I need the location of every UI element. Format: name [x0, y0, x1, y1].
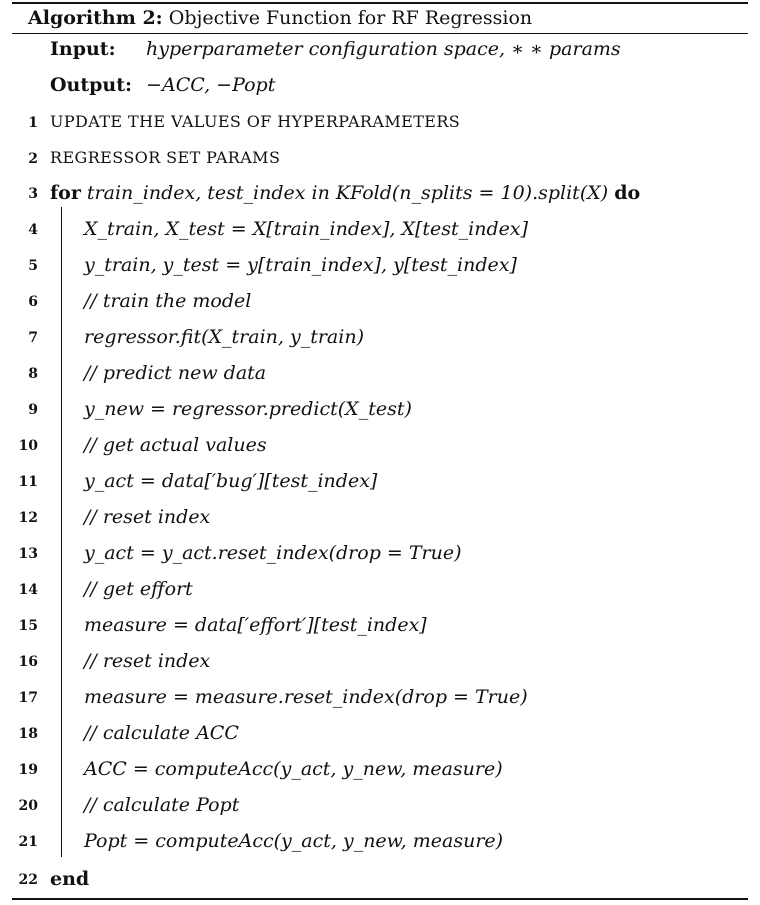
line-number: 8: [28, 366, 38, 382]
line-comment: // train the model: [84, 290, 252, 312]
algorithm-line-2: [0, 143, 760, 173]
algorithm-line-7: [0, 322, 760, 352]
line-number: 14: [18, 582, 38, 598]
loop-expression: train_index, test_index in KFold(n_splits = 10).split(X): [86, 182, 609, 204]
line-text: y_new = regressor.predict(X_test): [84, 398, 412, 420]
line-number: 10: [18, 438, 38, 454]
algorithm-line-9: [0, 394, 760, 424]
line-text: y_act = y_act.reset_index(drop = True): [84, 542, 462, 564]
line-text: y_act = data[′bug′][test_index]: [84, 470, 378, 492]
line-number: 12: [18, 510, 38, 526]
algorithm-line-13: [0, 538, 760, 568]
algorithm-line-11: [0, 466, 760, 496]
line-number: 15: [18, 618, 38, 634]
line-number: 11: [18, 474, 38, 490]
algorithm-line-8: [0, 358, 760, 388]
line-comment: // calculate ACC: [84, 722, 239, 744]
line-text: measure = measure.reset_index(drop = True): [84, 686, 528, 708]
line-number: 22: [18, 872, 38, 888]
output-text: −ACC, −Popt: [146, 74, 276, 96]
for-keyword: for: [50, 182, 81, 204]
algorithm-line-16: [0, 646, 760, 676]
line-text: X_train, X_test = X[train_index], X[test_index]: [84, 218, 529, 240]
line-text: [50, 864, 89, 894]
algorithm-line-6: [0, 286, 760, 316]
line-text: REGRESSOR SET PARAMS: [50, 148, 281, 167]
algorithm-line-4: [0, 214, 760, 244]
line-comment: // get actual values: [84, 434, 267, 456]
algorithm-line-15: [0, 610, 760, 640]
line-number: 13: [18, 546, 38, 562]
line-comment: // reset index: [84, 650, 211, 672]
line-number: 1: [28, 115, 38, 131]
algorithm-line-1: [0, 107, 760, 137]
algorithm-line-19: [0, 754, 760, 784]
line-number: 19: [18, 762, 38, 778]
algorithm-line-20: [0, 790, 760, 820]
line-text: UPDATE THE VALUES OF HYPERPARAMETERS: [50, 112, 461, 131]
bottom-rule: [12, 898, 748, 900]
line-text: ACC = computeAcc(y_act, y_new, measure): [84, 758, 503, 780]
algorithm-line-21: [0, 826, 760, 856]
algorithm-title: Objective Function for RF Regression: [168, 7, 533, 29]
algorithm-line-14: [0, 574, 760, 604]
line-text: measure = data[′effort′][test_index]: [84, 614, 427, 636]
line-number: 7: [28, 330, 38, 346]
line-number: 3: [28, 186, 38, 202]
line-number: 9: [28, 402, 38, 418]
algorithm-line-17: [0, 682, 760, 712]
input-text: hyperparameter configuration space, ∗ ∗ params: [146, 38, 621, 60]
line-text: Popt = computeAcc(y_act, y_new, measure): [84, 830, 504, 852]
do-keyword: do: [614, 182, 641, 204]
end-keyword: end: [50, 868, 90, 890]
line-text: regressor.fit(X_train, y_train): [84, 326, 364, 348]
top-rule: [12, 2, 748, 4]
line-number: 16: [18, 654, 38, 670]
line-text: [50, 178, 640, 208]
line-number: 18: [18, 726, 38, 742]
line-comment: // reset index: [84, 506, 211, 528]
algorithm-line-18: [0, 718, 760, 748]
line-comment: // calculate Popt: [84, 794, 240, 816]
input-label: Input:: [50, 38, 116, 60]
algorithm-line-22: [0, 864, 760, 894]
line-number: 17: [18, 690, 38, 706]
algorithm-line-3: [0, 178, 760, 208]
line-comment: // get effort: [84, 578, 193, 600]
line-number: 6: [28, 294, 38, 310]
line-number: 4: [28, 222, 38, 238]
line-text: y_train, y_test = y[train_index], y[test_index]: [84, 254, 517, 276]
algorithm-line-5: [0, 250, 760, 280]
line-number: 21: [18, 834, 38, 850]
algorithm-label: Algorithm 2:: [28, 7, 163, 29]
algorithm-line-12: [0, 502, 760, 532]
output-label: Output:: [50, 74, 133, 96]
output-row: [50, 70, 275, 100]
line-number: 5: [28, 258, 38, 274]
algorithm-caption: [28, 5, 532, 31]
algorithm-line-10: [0, 430, 760, 460]
line-number: 2: [28, 151, 38, 167]
input-row: [50, 34, 621, 64]
line-number: 20: [18, 798, 38, 814]
line-comment: // predict new data: [84, 362, 267, 384]
